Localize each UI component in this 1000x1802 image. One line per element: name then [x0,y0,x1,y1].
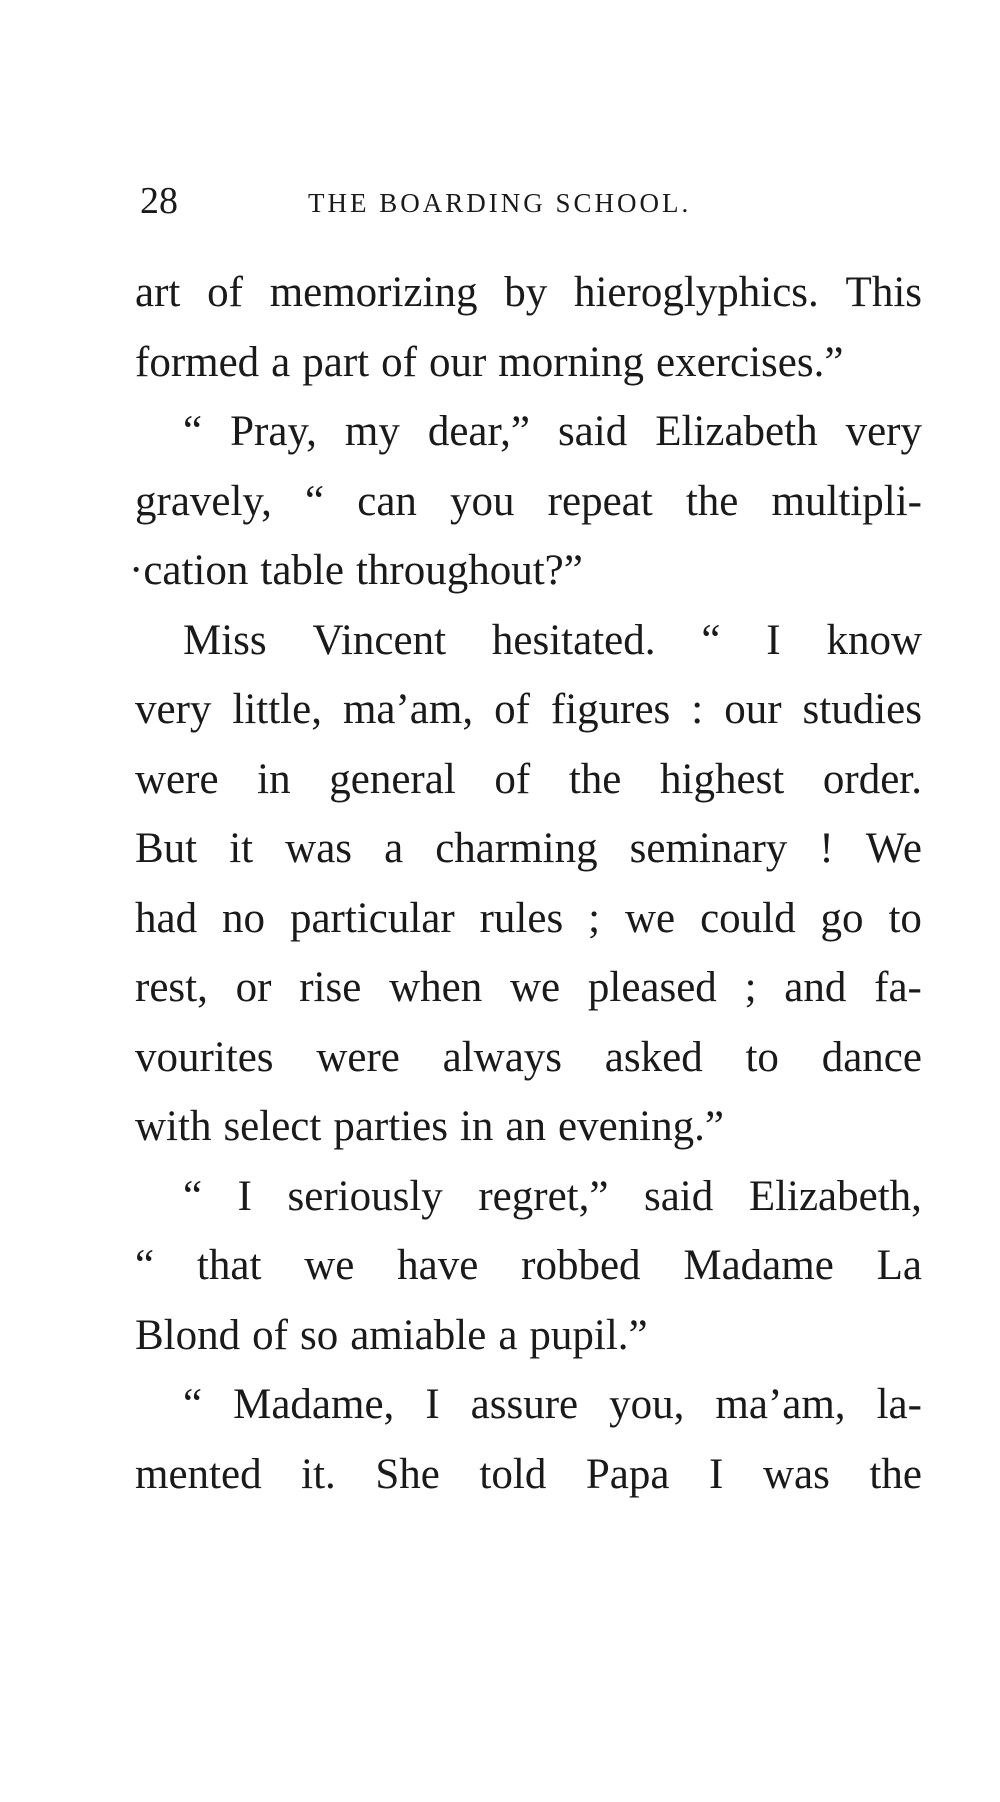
word: by [504,269,548,316]
word: we [304,1242,355,1289]
word: But [135,825,198,872]
word: were [135,755,219,803]
word: little, [232,686,322,733]
word: la- [876,1381,922,1428]
text-line [135,884,922,954]
word: memorizing [269,269,478,316]
word: order. [822,755,922,803]
word: charming [435,825,598,872]
word: in [257,755,291,803]
word: “ [305,477,325,525]
word: a [271,338,291,386]
word: said [557,408,628,455]
word: Elizabeth, [748,1172,922,1220]
word: or [235,964,272,1011]
word: “ [183,408,203,455]
word: that [196,1242,262,1289]
word: amiable [350,1311,487,1359]
word: rest, [135,964,208,1011]
word: ; [744,964,757,1011]
word: to [888,894,922,942]
word: of [494,686,530,733]
word: in [459,1103,494,1150]
word: hieroglyphics. [573,269,819,316]
word: an [505,1103,547,1150]
text-line [135,1440,922,1510]
word: it. [301,1450,336,1498]
word: go [820,894,864,942]
word: general [329,755,456,803]
word: ! [819,825,834,872]
word: ·cation [129,547,249,594]
word: : [691,686,704,733]
word: art [135,269,181,316]
word: I [425,1381,440,1428]
word: it [229,825,254,872]
word: rise [299,964,362,1011]
word: very [135,686,212,733]
word: told [479,1450,547,1498]
body-text [129,258,922,1509]
word: ma’am, [715,1381,846,1428]
word: This [845,269,922,316]
word: table [260,547,344,594]
running-head [140,176,920,226]
word: repeat [547,477,653,525]
text-line [135,1301,922,1371]
word: no [222,894,266,942]
word: the [568,755,622,803]
word: to [745,1033,779,1081]
word: of [494,755,531,803]
word: La [876,1242,922,1289]
word: the [685,477,739,525]
word: part [302,338,370,386]
text-line [129,536,922,606]
word: robbed [521,1242,641,1289]
text-line [135,397,922,467]
word: Pray, [230,408,317,455]
word: Elizabeth [655,408,818,455]
word: know [826,616,922,664]
word: gravely, [135,477,272,525]
text-line [135,328,922,398]
word: the [869,1450,922,1498]
word: Madame [683,1242,834,1289]
word: a [384,825,404,872]
word: rules [479,894,564,942]
word: particular [289,894,455,942]
word: figures [550,686,671,733]
word: “ [135,1242,155,1289]
word: studies [802,686,922,733]
word: was [762,1450,830,1498]
word: regret,” [478,1172,609,1220]
word: Papa [585,1450,670,1498]
word: were [316,1033,400,1081]
word: “ [701,616,721,664]
word: said [643,1172,714,1220]
word: pupil.” [529,1311,648,1359]
word: parties [333,1103,448,1150]
word: “ [183,1172,203,1220]
word: my [344,408,400,455]
word: can [357,477,417,525]
word: I [709,1450,724,1498]
word: have [397,1242,479,1289]
text-line [135,258,922,328]
word: highest [660,755,785,803]
word: you [450,477,515,525]
word: a [498,1311,518,1359]
word: of [381,338,417,386]
word: throughout?” [355,547,583,594]
word: fa- [874,964,922,1011]
text-line [135,606,922,676]
text-line [135,1370,922,1440]
word: Vincent [312,616,447,664]
word: we [625,894,676,942]
word: exercises.” [656,338,844,386]
text-line [135,1023,922,1093]
word: seminary [629,825,788,872]
word: ma’am, [342,686,474,733]
word: our [724,686,782,733]
word: we [509,964,561,1011]
page-number: 28 [140,180,178,222]
word: ; [588,894,601,942]
word: select [223,1103,322,1150]
word: evening.” [558,1103,724,1150]
word: and [784,964,847,1011]
word: Blond [135,1311,241,1359]
word: vourites [135,1033,274,1081]
word: We [865,825,922,872]
text-line [135,1092,922,1162]
word: could [700,894,796,942]
text-line [135,953,922,1023]
word: so [299,1311,339,1359]
text-line [135,675,922,745]
word: Madame, [233,1381,395,1428]
word: had [135,894,198,942]
word: “ [183,1381,203,1428]
word: of [207,269,243,316]
word: you, [609,1381,685,1428]
text-line [135,1162,922,1232]
word: very [845,408,922,455]
running-title: THE BOARDING SCHOOL. [308,188,692,218]
text-line [135,467,922,537]
text-line [135,745,922,815]
word: formed [135,338,260,386]
word: when [389,964,483,1011]
word: dear,” [427,408,530,455]
word: I [766,616,781,664]
word: asked [604,1033,703,1081]
text-line [135,814,922,884]
word: pleased [587,964,717,1011]
word: our [428,338,487,386]
word: morning [498,338,644,386]
word: of [252,1311,288,1359]
word: with [135,1103,212,1150]
word: was [285,825,353,872]
text-line [135,1231,922,1301]
word: assure [470,1381,579,1428]
word: I [237,1172,252,1220]
word: hesitated. [491,616,656,664]
word: seriously [287,1172,443,1220]
word: always [442,1033,563,1081]
word: Miss [183,616,267,664]
word: She [375,1450,440,1498]
word: dance [821,1033,922,1081]
word: multipli- [771,477,922,525]
word: mented [135,1450,262,1498]
